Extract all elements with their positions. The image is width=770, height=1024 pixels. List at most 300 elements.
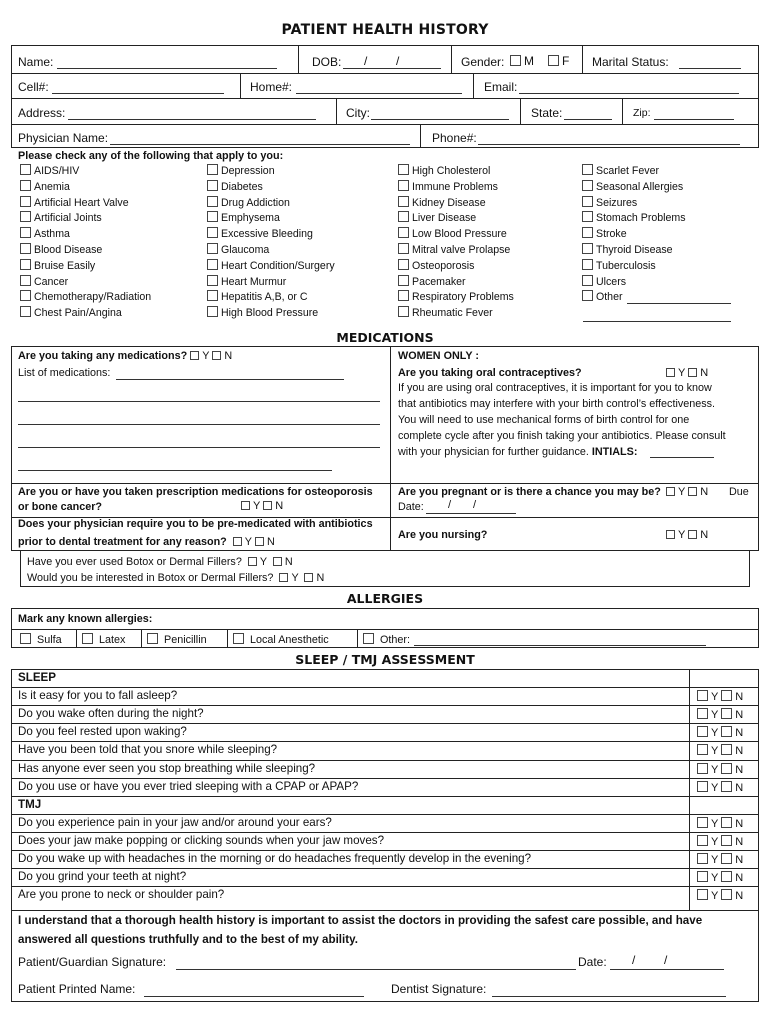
sleep-tmj-title: SLEEP / TMJ ASSESSMENT [295, 652, 475, 667]
condition-label: Diabetes [221, 180, 263, 193]
condition-label: Liver Disease [412, 212, 477, 225]
allergy-other-field[interactable] [414, 645, 706, 646]
oral-info-last: with your physician for further guidance. INTIALS: [398, 446, 638, 458]
dob-slash: / [396, 54, 400, 68]
condition-label: Blood Disease [34, 244, 103, 256]
no-checkbox[interactable] [721, 835, 732, 846]
signature-label: Patient/Guardian Signature: [18, 955, 167, 969]
condition-checkbox[interactable] [20, 180, 31, 191]
botox-interest-yes-checkbox[interactable] [279, 573, 288, 582]
condition-item[interactable] [398, 211, 476, 224]
condition-label: Osteoporosis [412, 259, 475, 272]
cell-field[interactable] [52, 93, 224, 94]
oral-yes-checkbox[interactable] [666, 368, 675, 377]
email-field[interactable] [519, 93, 739, 94]
zip-field[interactable] [654, 119, 734, 120]
botox-interest-question: Would you be interested in Botox or Dermal Fillers? Y N [27, 572, 325, 584]
date-slash: / [664, 953, 668, 967]
women-only-header: WOMEN ONLY : [398, 350, 479, 362]
condition-checkbox[interactable] [20, 290, 31, 301]
yes-checkbox[interactable] [697, 763, 708, 774]
condition-checkbox[interactable] [207, 259, 218, 270]
condition-checkbox[interactable] [582, 290, 593, 301]
email-label: Email: [484, 80, 518, 94]
allergy-item[interactable] [82, 633, 125, 646]
signature-field[interactable] [176, 969, 576, 970]
no-label: N [735, 709, 744, 722]
condition-label: Heart Murmur [221, 275, 287, 288]
condition-item[interactable] [398, 243, 510, 256]
yes-checkbox[interactable] [697, 744, 708, 755]
taking-meds-no-checkbox[interactable] [212, 351, 221, 360]
condition-checkbox[interactable] [398, 290, 409, 301]
yes-label: Y [711, 691, 719, 704]
medications-list-line[interactable] [18, 447, 380, 448]
condition-item[interactable] [582, 275, 626, 288]
yes-no-options [697, 853, 743, 866]
condition-label: Pacemaker [412, 275, 466, 288]
condition-checkbox[interactable] [582, 275, 593, 286]
consent-date-field[interactable] [610, 969, 724, 970]
yes-no-options [697, 763, 743, 776]
condition-item[interactable] [207, 180, 263, 193]
condition-checkbox[interactable] [20, 259, 31, 270]
condition-label: Chest Pain/Angina [34, 307, 122, 320]
condition-checkbox[interactable] [20, 306, 31, 317]
question-text: Do you wake often during the night? [18, 707, 204, 721]
condition-checkbox[interactable] [398, 243, 409, 254]
yes-no-options [697, 744, 743, 757]
no-label: N [735, 691, 744, 704]
no-label: N [735, 854, 744, 866]
condition-item[interactable] [20, 196, 129, 209]
consent-text-cont: answered all questions truthfully and to the best of my ability. [18, 933, 358, 946]
due-label: Due [729, 486, 749, 498]
condition-checkbox[interactable] [398, 196, 409, 207]
gender-m-option[interactable] [510, 54, 534, 68]
marital-field[interactable] [679, 68, 741, 69]
oral-info-line: If you are using oral contraceptives, it is important for you to know [398, 382, 712, 394]
taking-meds-yes-checkbox[interactable] [190, 351, 199, 360]
condition-item[interactable] [207, 275, 286, 288]
condition-item[interactable] [20, 164, 79, 177]
allergy-checkbox[interactable] [147, 633, 158, 644]
yes-label: Y [711, 872, 719, 885]
pregnant-yn: Y N [666, 486, 708, 498]
dentist-signature-field[interactable] [492, 996, 726, 997]
condition-label: High Blood Pressure [221, 307, 319, 320]
condition-item[interactable] [20, 227, 70, 240]
yes-checkbox[interactable] [697, 835, 708, 846]
state-label: State: [531, 106, 563, 120]
condition-label: Chemotherapy/Radiation [34, 291, 152, 304]
oral-contraceptives-question: Are you taking oral contraceptives? [398, 367, 582, 379]
yes-checkbox[interactable] [697, 708, 708, 719]
no-label: N [735, 835, 744, 848]
allergy-checkbox[interactable] [233, 633, 244, 644]
question-text: Have you been told that you snore while sleeping? [18, 743, 278, 757]
yes-checkbox[interactable] [697, 817, 708, 828]
condition-checkbox[interactable] [207, 180, 218, 191]
no-label: N [735, 781, 744, 794]
printed-name-label: Patient Printed Name: [18, 982, 136, 996]
medications-list-line[interactable] [18, 401, 380, 402]
date-slash: / [473, 499, 477, 511]
condition-label: Mitral valve Prolapse [412, 244, 511, 256]
condition-item[interactable] [20, 259, 95, 272]
form-title: PATIENT HEALTH HISTORY [281, 22, 489, 38]
consent-text: I understand that a thorough health history is important to assist the doctors in providing the safest care possible, and have [18, 914, 703, 927]
condition-label: Rheumatic Fever [412, 307, 493, 320]
taking-meds-question: Are you taking any medications? Y N [18, 350, 233, 362]
no-label: N [735, 872, 744, 885]
condition-label: Other [596, 291, 623, 304]
condition-checkbox[interactable] [207, 196, 218, 207]
condition-label: High Cholesterol [412, 165, 491, 177]
address-field[interactable] [68, 119, 316, 120]
condition-item[interactable] [582, 243, 673, 256]
allergy-label: Other: [380, 634, 411, 646]
condition-checkbox[interactable] [207, 306, 218, 317]
condition-label: Kidney Disease [412, 196, 486, 209]
other-condition-field-2[interactable] [583, 321, 731, 322]
yes-checkbox[interactable] [697, 871, 708, 882]
condition-item[interactable] [207, 227, 313, 240]
cell-label: Cell#: [18, 80, 49, 94]
condition-label: AIDS/HIV [34, 165, 80, 177]
question-text: Has anyone ever seen you stop breathing while sleeping? [18, 761, 316, 775]
allergy-item[interactable] [363, 633, 410, 646]
condition-label: Anemia [34, 180, 70, 193]
initials-field[interactable] [650, 457, 714, 458]
dob-field[interactable] [343, 68, 441, 69]
no-checkbox[interactable] [721, 690, 732, 701]
allergy-item[interactable] [233, 633, 329, 646]
medications-title: MEDICATIONS [336, 330, 434, 345]
condition-label: Emphysema [221, 212, 280, 225]
condition-item[interactable] [582, 211, 686, 224]
section-header: TMJ [18, 797, 42, 811]
allergy-checkbox[interactable] [20, 633, 31, 644]
dob-slash: / [364, 54, 368, 68]
phone-label: Phone#: [432, 131, 477, 145]
state-field[interactable] [564, 119, 612, 120]
city-label: City: [346, 106, 370, 120]
condition-checkbox[interactable] [398, 306, 409, 317]
home-field[interactable] [296, 93, 462, 94]
condition-label: Excessive Bleeding [221, 228, 313, 241]
yes-label: Y [711, 727, 719, 740]
condition-label: Artificial Joints [34, 212, 102, 225]
condition-item[interactable] [207, 164, 275, 177]
condition-checkbox[interactable] [398, 211, 409, 222]
condition-label: Ulcers [596, 275, 627, 288]
due-date-label: Date: [398, 501, 424, 513]
condition-checkbox[interactable] [582, 211, 593, 222]
condition-label: Immune Problems [412, 180, 498, 193]
yes-label: Y [711, 835, 719, 848]
yes-label: Y [711, 745, 719, 758]
condition-checkbox[interactable] [207, 211, 218, 222]
condition-checkbox[interactable] [398, 259, 409, 270]
yes-checkbox[interactable] [697, 726, 708, 737]
condition-item[interactable] [207, 290, 308, 303]
condition-checkbox[interactable] [398, 164, 409, 175]
due-date-field[interactable] [426, 513, 516, 514]
allergy-item[interactable] [147, 633, 207, 646]
condition-checkbox[interactable] [20, 275, 31, 286]
question-text: Do you experience pain in your jaw and/or around your ears? [18, 815, 332, 829]
condition-checkbox[interactable] [398, 180, 409, 191]
yes-no-options [697, 889, 743, 902]
condition-checkbox[interactable] [207, 243, 218, 254]
allergies-title: ALLERGIES [346, 591, 424, 606]
condition-label: Stroke [596, 228, 627, 241]
condition-checkbox[interactable] [582, 259, 593, 270]
condition-item[interactable] [398, 164, 490, 177]
condition-checkbox[interactable] [20, 227, 31, 238]
yes-no-options [697, 708, 743, 721]
no-checkbox[interactable] [721, 817, 732, 828]
physician-field[interactable] [110, 144, 410, 145]
condition-item[interactable] [398, 227, 507, 240]
yes-no-options [697, 781, 743, 794]
condition-item[interactable] [20, 275, 68, 288]
condition-label: Cancer [34, 275, 69, 288]
allergies-mark-label: Mark any known allergies: [18, 613, 153, 625]
condition-checkbox[interactable] [207, 164, 218, 175]
botox-yes-checkbox[interactable] [248, 557, 257, 566]
botox-no-checkbox[interactable] [273, 557, 282, 566]
no-label: N [735, 763, 744, 776]
no-label: N [735, 745, 744, 758]
allergy-checkbox[interactable] [82, 633, 93, 644]
condition-checkbox[interactable] [20, 211, 31, 222]
osteo-yes-checkbox[interactable] [241, 501, 250, 510]
condition-label: Seizures [596, 196, 638, 209]
yes-label: Y [711, 763, 719, 776]
yes-checkbox[interactable] [697, 690, 708, 701]
condition-item[interactable] [20, 180, 70, 193]
medications-list-field[interactable] [116, 379, 344, 380]
condition-item[interactable] [398, 180, 498, 193]
condition-label: Heart Condition/Surgery [221, 259, 335, 272]
allergy-label: Local Anesthetic [250, 634, 329, 646]
yes-label: Y [711, 854, 719, 866]
condition-checkbox[interactable] [207, 290, 218, 301]
condition-item[interactable] [20, 211, 102, 224]
condition-label: Drug Addiction [221, 196, 290, 209]
medications-list-line[interactable] [18, 470, 332, 471]
oral-info-line: You will need to use mechanical forms of birth control for one [398, 414, 690, 426]
name-field[interactable] [57, 68, 277, 69]
condition-checkbox[interactable] [207, 275, 218, 286]
condition-label: Hepatitis A,B, or C [221, 291, 308, 304]
botox-interest-no-checkbox[interactable] [304, 573, 313, 582]
question-text: Do you use or have you ever tried sleeping with a CPAP or APAP? [18, 779, 359, 793]
medications-list-label: List of medications: [18, 367, 111, 379]
question-text: Does your jaw make popping or clicking sounds when your jaw moves? [18, 833, 385, 847]
no-checkbox[interactable] [721, 889, 732, 900]
premed-question-cont: prior to dental treatment for any reason? Y N [18, 536, 275, 548]
gender-label: Gender: [461, 55, 505, 69]
question-text: Do you feel rested upon waking? [18, 725, 187, 739]
allergy-label: Sulfa [37, 634, 62, 646]
condition-item[interactable] [582, 259, 656, 272]
condition-label: Tuberculosis [596, 259, 656, 272]
yes-checkbox[interactable] [697, 889, 708, 900]
condition-item[interactable] [207, 243, 269, 256]
condition-checkbox[interactable] [582, 180, 593, 191]
other-condition-field[interactable] [627, 303, 731, 304]
condition-label: Low Blood Pressure [412, 228, 507, 241]
condition-checkbox[interactable] [20, 196, 31, 207]
yes-no-options [697, 726, 743, 739]
date-slash: / [632, 953, 636, 967]
city-field[interactable] [371, 119, 509, 120]
gender-f-checkbox[interactable] [548, 55, 559, 66]
yes-no-options [697, 690, 743, 703]
condition-checkbox[interactable] [20, 164, 31, 175]
condition-label: Respiratory Problems [412, 291, 514, 304]
botox-question: Have you ever used Botox or Dermal Fillers? Y N [27, 556, 293, 568]
oral-no-checkbox[interactable] [688, 368, 697, 377]
yes-no-options [697, 871, 743, 884]
condition-item[interactable] [582, 180, 683, 193]
oral-info-line: complete cycle after you finish taking your antibiotics. Please consult [398, 430, 726, 442]
condition-label: Stomach Problems [596, 212, 686, 225]
condition-checkbox[interactable] [207, 227, 218, 238]
no-label: N [735, 890, 744, 903]
home-label: Home#: [250, 80, 293, 94]
yes-checkbox[interactable] [697, 781, 708, 792]
condition-item[interactable] [207, 306, 318, 319]
condition-checkbox[interactable] [582, 164, 593, 175]
medications-list-line[interactable] [18, 424, 380, 425]
condition-item[interactable] [582, 196, 637, 209]
condition-item[interactable] [398, 196, 486, 209]
condition-checkbox[interactable] [582, 196, 593, 207]
condition-item[interactable] [207, 259, 335, 272]
premed-yes-checkbox[interactable] [233, 537, 242, 546]
no-checkbox[interactable] [721, 726, 732, 737]
question-text: Are you prone to neck or shoulder pain? [18, 888, 225, 902]
consent-date-label: Date: [578, 955, 607, 969]
condition-label: Bruise Easily [34, 259, 96, 272]
allergy-item[interactable] [20, 633, 62, 646]
yes-no-options [697, 817, 743, 830]
yes-label: Y [711, 890, 719, 903]
pregnant-yes-checkbox[interactable] [666, 487, 675, 496]
osteo-question: Are you or have you taken prescription medications for osteoporosis [18, 486, 373, 498]
condition-item[interactable] [398, 259, 474, 272]
conditions-header: Please check any of the following that apply to you: [18, 150, 284, 162]
osteo-question-cont: or bone cancer? [18, 501, 102, 513]
pregnant-no-checkbox[interactable] [688, 487, 697, 496]
condition-label: Artificial Heart Valve [34, 196, 129, 209]
question-text: Do you wake up with headaches in the morning or do headaches frequently develop in the evening? [18, 852, 532, 865]
premed-question: Does your physician require you to be pre-medicated with antibiotics [18, 518, 373, 530]
condition-item[interactable] [20, 306, 122, 319]
condition-label: Asthma [34, 228, 70, 241]
no-label: N [735, 727, 744, 740]
no-checkbox[interactable] [721, 763, 732, 774]
condition-item[interactable] [207, 196, 290, 209]
marital-label: Marital Status: [592, 55, 669, 69]
osteo-no-checkbox[interactable] [263, 501, 272, 510]
address-label: Address: [18, 106, 66, 120]
no-label: N [735, 817, 744, 830]
premed-no-checkbox[interactable] [255, 537, 264, 546]
nursing-yes-checkbox[interactable] [666, 530, 675, 539]
nursing-no-checkbox[interactable] [688, 530, 697, 539]
condition-label: Depression [221, 165, 275, 177]
condition-checkbox[interactable] [398, 227, 409, 238]
condition-item[interactable] [207, 211, 280, 224]
gender-f-label: F [562, 54, 570, 68]
nursing-question: Are you nursing? [398, 529, 488, 541]
allergy-label: Penicillin [164, 634, 207, 646]
condition-item[interactable] [582, 290, 623, 303]
no-checkbox[interactable] [721, 708, 732, 719]
condition-item[interactable] [398, 290, 514, 303]
condition-checkbox[interactable] [582, 227, 593, 238]
name-label: Name: [18, 55, 54, 69]
osteo-yn: Y N [241, 500, 283, 512]
nursing-yn: Y N [666, 529, 708, 541]
condition-item[interactable] [582, 227, 627, 240]
yes-label: Y [711, 817, 719, 830]
date-slash: / [448, 499, 452, 511]
question-text: Is it easy for you to fall asleep? [18, 689, 178, 703]
dob-label: DOB: [312, 55, 342, 69]
condition-item[interactable] [20, 290, 151, 303]
yes-label: Y [711, 781, 719, 794]
yes-no-options [697, 835, 743, 848]
gender-m-checkbox[interactable] [510, 55, 521, 66]
no-checkbox[interactable] [721, 853, 732, 864]
condition-label: Scarlet Fever [596, 165, 659, 177]
question-text: Do you grind your teeth at night? [18, 870, 187, 884]
condition-label: Glaucoma [221, 244, 270, 256]
printed-name-field[interactable] [144, 996, 364, 997]
phone-field[interactable] [478, 144, 740, 145]
condition-checkbox[interactable] [398, 275, 409, 286]
no-checkbox[interactable] [721, 744, 732, 755]
no-checkbox[interactable] [721, 781, 732, 792]
no-checkbox[interactable] [721, 871, 732, 882]
gender-f-option[interactable] [548, 54, 569, 68]
condition-label: Seasonal Allergies [596, 180, 684, 193]
condition-item[interactable] [20, 243, 102, 256]
condition-item[interactable] [398, 275, 466, 288]
physician-label: Physician Name: [18, 131, 109, 145]
section-header: SLEEP [18, 671, 57, 684]
yes-checkbox[interactable] [697, 853, 708, 864]
condition-item[interactable] [582, 164, 659, 177]
oral-info-line: that antibiotics may interfere with your birth control’s effectiveness. [398, 398, 716, 410]
zip-label: Zip: [633, 107, 651, 119]
condition-checkbox[interactable] [20, 243, 31, 254]
gender-m-label: M [524, 54, 534, 68]
dentist-signature-label: Dentist Signature: [391, 982, 487, 996]
oral-yn: Y N [666, 367, 708, 379]
allergy-checkbox[interactable] [363, 633, 374, 644]
allergy-label: Latex [99, 634, 126, 646]
condition-label: Thyroid Disease [596, 244, 673, 256]
condition-checkbox[interactable] [582, 243, 593, 254]
condition-item[interactable] [398, 306, 493, 319]
